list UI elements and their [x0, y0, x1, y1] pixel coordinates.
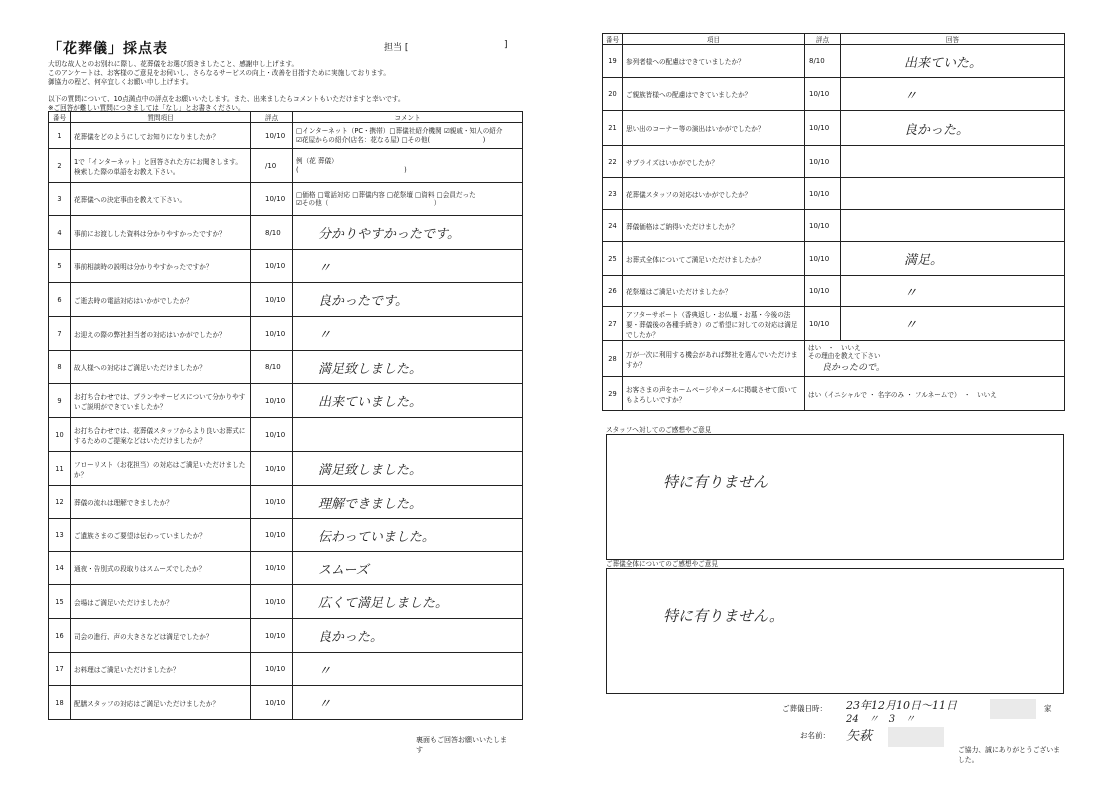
comment-text: 〃 — [318, 663, 332, 679]
overall-feedback-label: ご葬儀全体についてのご感想やご意見 — [606, 560, 718, 568]
table-row — [603, 78, 1065, 111]
question-text: 会場はご満足いただけましたか？ — [71, 585, 251, 619]
comment-text: 良かったです。 — [318, 294, 408, 309]
table-row — [49, 486, 523, 519]
question-text: アフターサポート（香典返し・お仏壇・お墓・今後の法要・葬儀後の各種手続き）のご希望に対しての対応は満足でしたか？ — [623, 307, 805, 341]
comment-text: 〃 — [318, 328, 332, 343]
comment-cell — [293, 585, 523, 619]
question-text: 事前にお渡しした資料は分かりやすかったですか？ — [71, 216, 251, 250]
question-text: 葬儀の流れは理解できましたか？ — [71, 486, 251, 519]
table-header — [603, 34, 1065, 45]
name-value: 矢萩 — [846, 729, 873, 744]
answer-text: 出来ていた。 — [904, 55, 983, 71]
row-number: 18 — [49, 686, 71, 720]
option-line: □価格 □電話対応 □葬儀内容 □花祭壇 □資料 □会員だった — [296, 190, 476, 199]
answer-cell — [841, 146, 1065, 178]
score: 10/10 — [805, 78, 841, 111]
table-row: 29 お客さまの声をホームページやメールに掲載させて頂いてもよろしいですか？ はい（イニシャルで ・ 名字のみ ・ フルネームで） ・ いいえ — [603, 377, 1065, 411]
header-item: 項目 — [623, 34, 805, 45]
table-row: 28 万が一次に利用する機会があれば弊社を選んでいただけますか？ はい ・ いいえ その理由を教えて下さい 良かったので。 — [603, 341, 1065, 377]
answer-cell — [841, 78, 1065, 111]
score: 10/10 — [251, 384, 293, 418]
score: 10/10 — [805, 178, 841, 210]
row-number: 9 — [49, 384, 71, 418]
row-number: 10 — [49, 418, 71, 452]
overall-feedback-text: 特に有りません。 — [663, 607, 784, 625]
question-text: 花祭壇はご満足いただけましたか？ — [623, 276, 805, 307]
comment-cell — [293, 250, 523, 283]
score: 10/10 — [251, 123, 293, 149]
score: 10/10 — [805, 210, 841, 242]
option-line: 例（花 葬儀） — [296, 157, 338, 165]
score: 10/10 — [251, 552, 293, 585]
comment-cell — [293, 452, 523, 486]
question-text: 思い出のコーナー等の演出はいかがでしたか？ — [623, 111, 805, 146]
row-number: 2 — [49, 149, 71, 183]
staff-bracket-close: ] — [504, 40, 508, 50]
comment-cell — [293, 519, 523, 552]
comment-text: 〃 — [318, 260, 332, 276]
row-number: 6 — [49, 283, 71, 317]
funeral-date-value-2: 24 〃 3 〃 — [846, 714, 916, 725]
score: 10/10 — [251, 619, 293, 653]
score: 10/10 — [805, 276, 841, 307]
score: /10 — [251, 149, 293, 183]
comment-text: 満足致しました。 — [318, 463, 423, 478]
staff-feedback-text: 特に有りません — [663, 473, 769, 491]
table-row — [49, 351, 523, 384]
question-text: 通夜・告別式の段取りはスムーズでしたか？ — [71, 552, 251, 585]
house-label: 家 — [1044, 704, 1052, 713]
funeral-date-value: 23年12月10日～11日 — [846, 699, 957, 712]
table-row — [49, 384, 523, 418]
table-row — [49, 216, 523, 250]
table-row — [49, 183, 523, 216]
question-text: サプライズはいかがでしたか？ — [623, 146, 805, 178]
option-line: ( ) — [296, 165, 407, 174]
question-text: お打ち合わせでは、プランやサービスについて分かりやすいご説明ができていましたか？ — [71, 384, 251, 418]
table-row — [49, 317, 523, 351]
comment-cell — [293, 283, 523, 317]
row-number: 1 — [49, 123, 71, 149]
answer-text: 〃 — [904, 318, 918, 333]
comment-text: 伝わっていました。 — [318, 529, 435, 545]
comment-cell — [293, 418, 523, 452]
score: 10/10 — [251, 653, 293, 686]
intro-text: 大切な故人とのお別れに際し、花葬儀をお選び頂きましたこと、感謝申し上げます。 このアンケートは、お客様のご意見をお伺いし、さらなるサービスの向上・改善を目指すために実施しております。 御協力の程ど、何卒宜しくお願い申し上げます。 — [48, 60, 390, 87]
row-number: 16 — [49, 619, 71, 653]
table-row — [49, 686, 523, 720]
question-text: ご遺族さまのご要望は伝わっていましたか？ — [71, 519, 251, 552]
answer-cell — [841, 242, 1065, 276]
row-number: 3 — [49, 183, 71, 216]
comment-cell — [293, 183, 523, 216]
table-row — [49, 452, 523, 486]
row-number: 7 — [49, 317, 71, 351]
reason-answer: 良かったので。 — [822, 363, 885, 373]
score: 8/10 — [251, 216, 293, 250]
row-number: 27 — [603, 307, 623, 341]
table-row — [49, 123, 523, 149]
table-row — [603, 210, 1065, 242]
header-comment: コメント — [293, 112, 523, 123]
row-number: 20 — [603, 78, 623, 111]
question-text: お葬式全体についてご満足いただけましたか？ — [623, 242, 805, 276]
comment-text: 出来ていました。 — [318, 395, 423, 410]
score: 10/10 — [251, 519, 293, 552]
table-row — [603, 307, 1065, 341]
header-answer: 回答 — [841, 34, 1065, 45]
redacted-area — [990, 699, 1036, 719]
score: 10/10 — [251, 585, 293, 619]
row-number: 24 — [603, 210, 623, 242]
row-number: 11 — [49, 452, 71, 486]
header-no: 番号 — [603, 34, 623, 45]
table-row — [603, 276, 1065, 307]
table-row — [603, 146, 1065, 178]
score: 8/10 — [805, 45, 841, 78]
row-number: 14 — [49, 552, 71, 585]
answer-cell — [841, 307, 1065, 341]
question-text: 参列者様への配慮はできていましたか？ — [623, 45, 805, 78]
score: 10/10 — [251, 250, 293, 283]
back-note: 裏面もご回答お願いいたします — [416, 736, 507, 754]
question-text: 花葬儀をどのようにしてお知りになりましたか？ — [71, 123, 251, 149]
row-number: 17 — [49, 653, 71, 686]
question-text: 配膳スタッフの対応はご満足いただけましたか？ — [71, 686, 251, 720]
comment-text: 理解できました。 — [318, 496, 423, 512]
table-header — [49, 112, 523, 123]
score: 10/10 — [805, 242, 841, 276]
name-label: お名前： — [800, 731, 830, 740]
table-row — [49, 619, 523, 653]
table-row — [49, 283, 523, 317]
score: 10/10 — [251, 452, 293, 486]
row-number: 22 — [603, 146, 623, 178]
row-number: 21 — [603, 111, 623, 146]
row-number: 5 — [49, 250, 71, 283]
score: 10/10 — [805, 146, 841, 178]
row-number: 15 — [49, 585, 71, 619]
comment-text: 〃 — [318, 697, 332, 712]
row-number: 13 — [49, 519, 71, 552]
staff-feedback-box — [606, 434, 1064, 560]
table-row — [603, 45, 1065, 78]
score: 10/10 — [251, 317, 293, 351]
table-row — [603, 111, 1065, 146]
staff-feedback-label: スタッフへ対してのご感想やご意見 — [606, 426, 712, 434]
question-text: 1で「インターネット」と回答された方にお聞きします。検索した際の単語をお教え下さい。 — [71, 149, 251, 183]
question-table-left — [48, 111, 523, 720]
comment-cell — [293, 653, 523, 686]
table-row — [603, 178, 1065, 210]
staff-label: 担当 [ — [384, 43, 409, 53]
reason-label: その理由を教えて下さい — [808, 352, 881, 360]
comment-cell — [293, 686, 523, 720]
answer-cell — [841, 276, 1065, 307]
question-text: 花葬儀への決定事由を教えて下さい。 — [71, 183, 251, 216]
comment-cell — [293, 317, 523, 351]
answer-text: 〃 — [904, 285, 918, 301]
answer-cell — [841, 210, 1065, 242]
question-text: 葬儀価格はご納得いただけましたか？ — [623, 210, 805, 242]
table-row — [49, 552, 523, 585]
redacted-area — [888, 727, 944, 747]
comment-text: 広くて満足しました。 — [318, 596, 449, 611]
question-text: 花葬儀スタッフの対応はいかがでしたか？ — [623, 178, 805, 210]
comment-cell — [293, 351, 523, 384]
table-row — [49, 519, 523, 552]
score: 10/10 — [805, 111, 841, 146]
score: 8/10 — [251, 351, 293, 384]
score: 10/10 — [251, 283, 293, 317]
option-line: ☑その他（ ） — [296, 199, 441, 207]
row-number: 26 — [603, 276, 623, 307]
comment-text: 満足致しました。 — [318, 361, 423, 377]
score: 10/10 — [251, 686, 293, 720]
question-text: お迎えの際の弊社担当者の対応はいかがでしたか？ — [71, 317, 251, 351]
question-text: ご逝去時の電話対応はいかがでしたか？ — [71, 283, 251, 317]
comment-cell — [293, 486, 523, 519]
question-text: 事前相談時の説明は分かりやすかったですか？ — [71, 250, 251, 283]
comment-cell — [293, 384, 523, 418]
yes-no-options: はい ・ いいえ — [808, 344, 861, 352]
thanks-text: ご協力、誠にありがとうございました。 — [958, 746, 1060, 764]
question-text: お料理はご満足いただけましたか？ — [71, 653, 251, 686]
answer-text: 満足。 — [904, 253, 944, 268]
answer-text: 〃 — [904, 88, 918, 104]
table-row — [603, 242, 1065, 276]
row-number: 19 — [603, 45, 623, 78]
score: 10/10 — [251, 486, 293, 519]
comment-cell — [293, 552, 523, 585]
question-text: フローリスト（お花担当）の対応はご満足いただけましたか？ — [71, 452, 251, 486]
table-row — [49, 149, 523, 183]
question-text: 故人様への対応はご満足いただけましたか？ — [71, 351, 251, 384]
row-number: 8 — [49, 351, 71, 384]
table-row — [49, 585, 523, 619]
comment-cell — [293, 216, 523, 250]
row-number: 25 — [603, 242, 623, 276]
row-number: 23 — [603, 178, 623, 210]
funeral-date-label: ご葬儀日時： — [782, 704, 827, 713]
row-number: 12 — [49, 486, 71, 519]
header-score: 評点 — [251, 112, 293, 123]
instructions-text: 以下の質問について、10点満点中の評点をお願いいたします。また、出来ましたらコメントもいただけますと幸いです。 ※ご回答が難しい質問につきましては「なし」とお書きください。 — [48, 95, 405, 113]
table-row — [49, 418, 523, 452]
comment-cell — [293, 619, 523, 653]
option-line: ☑花屋からの紹介(店名：花なる屋) □その他( ) — [296, 135, 486, 144]
comment-cell — [293, 123, 523, 149]
question-table-right — [602, 33, 1065, 411]
row-number: 4 — [49, 216, 71, 250]
score: 10/10 — [251, 183, 293, 216]
comment-text: 分かりやすかったです。 — [318, 227, 460, 242]
table-row — [49, 653, 523, 686]
answer-cell — [841, 45, 1065, 78]
score: 10/10 — [805, 307, 841, 341]
answer-text: 良かった。 — [904, 122, 970, 138]
comment-text: スムーズ — [318, 562, 369, 578]
form-title: 「花葬儀」採点表 — [48, 41, 168, 57]
header-question: 質問項目 — [71, 112, 251, 123]
overall-feedback-box — [606, 568, 1064, 694]
question-text: 司会の進行、声の大きさなどは満足でしたか？ — [71, 619, 251, 653]
header-no: 番号 — [49, 112, 71, 123]
score: 10/10 — [251, 418, 293, 452]
comment-cell — [293, 149, 523, 183]
question-text: お打ち合わせでは、花葬儀スタッフからより良いお葬式にするためのご提案などはいただけましたか？ — [71, 418, 251, 452]
answer-cell — [841, 178, 1065, 210]
question-text: ご親族皆様への配慮はできていましたか？ — [623, 78, 805, 111]
table-row — [49, 250, 523, 283]
option-line: □インターネット（PC・携帯）□葬儀社紹介機関 ☑親戚・知人の紹介 — [296, 127, 503, 135]
comment-text: 良かった。 — [318, 630, 384, 645]
publish-options: はい（イニシャルで ・ 名字のみ ・ フルネームで） ・ いいえ — [805, 377, 1065, 411]
header-score: 評点 — [805, 34, 841, 45]
answer-cell — [841, 111, 1065, 146]
